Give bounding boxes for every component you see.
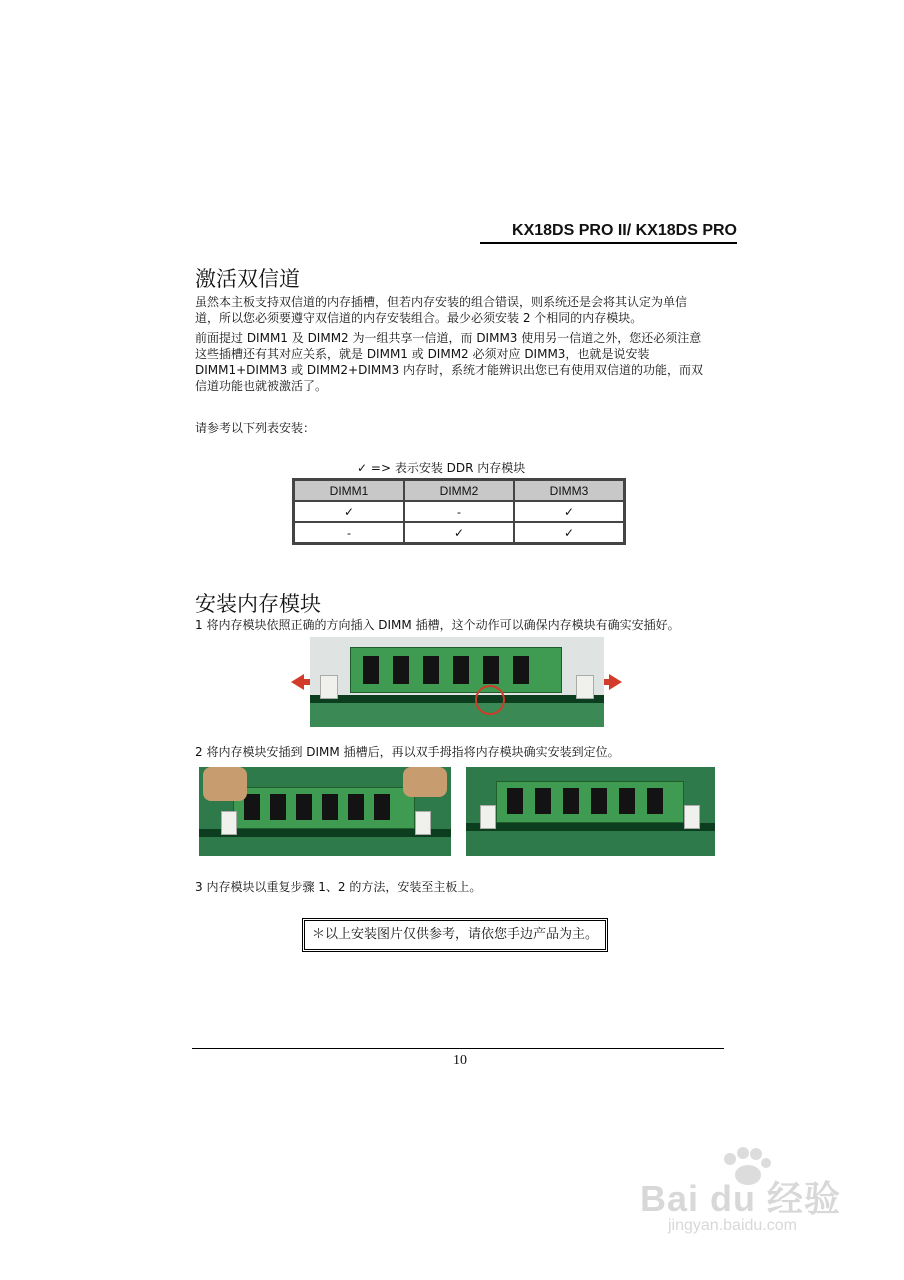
watermark-brand: Bai du 经验: [640, 1178, 842, 1219]
table-row: [294, 501, 624, 522]
checkmark-icon: ✓: [357, 461, 368, 475]
paragraph-line: 这些插槽还有其对应关系，就是 DIMM1 或 DIMM2 必须对应 DIMM3，也就是说安装: [195, 347, 650, 361]
table-header-dimm2: DIMM2: [404, 480, 514, 501]
page-number: 10: [453, 1053, 467, 1068]
slot-latch-right: [684, 805, 700, 829]
section-heading-install-memory: 安装内存模块: [195, 592, 321, 616]
paragraph-line: DIMM1+DIMM3 或 DIMM2+DIMM3 内存时，系统才能辨识出您已有使用双信道的功能，而双: [195, 363, 704, 377]
step-3-text: 3 内存模块以重复步骤 1、2 的方法，安装至主板上。: [195, 880, 482, 894]
notch-highlight-circle-icon: [310, 637, 604, 727]
memory-insert-photo: [310, 637, 604, 727]
watermark-url: jingyan.baidu.com: [668, 1217, 797, 1234]
step-1-photo-area: [288, 637, 626, 727]
note-box: ＊以上安装图片仅供参考，请依您手边产品为主。: [302, 918, 608, 952]
paragraph-line: 虽然本主板支持双信道的内存插槽，但若内存安装的组合错误，则系统还是会将其认定为单信: [195, 295, 688, 309]
table-cell: ✓: [514, 522, 624, 543]
step-1-text: 1 将内存模块依照正确的方向插入 DIMM 插槽，这个动作可以确保内存模块有确实安插好。: [195, 618, 680, 632]
table-row: [294, 522, 624, 543]
paragraph-dimm-pairing: [195, 330, 738, 394]
table-cell: ✓: [294, 501, 404, 522]
thumb-left: [203, 767, 247, 801]
table-header-dimm1: DIMM1: [294, 480, 404, 501]
dimm-slot: [466, 823, 715, 831]
slot-latch-right: [415, 811, 431, 835]
legend-text: => 表示安装 DDR 内存模块: [370, 461, 526, 475]
slot-latch-left: [221, 811, 237, 835]
table-header-row: [294, 480, 624, 501]
memory-module: [496, 781, 684, 823]
table-header-dimm3: DIMM3: [514, 480, 624, 501]
thumb-right: [403, 767, 447, 797]
paragraph-dual-channel-intro: [195, 294, 738, 326]
section-heading-dual-channel: 激活双信道: [195, 267, 300, 291]
footer-divider: [192, 1048, 724, 1049]
memory-module: [233, 787, 415, 829]
table-cell: -: [294, 522, 404, 543]
refer-table-text: 请参考以下列表安装：: [195, 421, 316, 435]
table-cell: ✓: [404, 522, 514, 543]
paragraph-line: 道，所以您必须要遵守双信道的内存安装组合。最少必须安装 2 个相同的内存模块。: [195, 311, 643, 325]
step-2-text: 2 将内存模块安插到 DIMM 插槽后，再以双手拇指将内存模块确实安装到定位。: [195, 745, 620, 759]
baidu-watermark: [640, 1145, 870, 1245]
table-cell: ✓: [514, 501, 624, 522]
document-header-title: KX18DS PRO II/ KX18DS PRO: [480, 222, 737, 244]
table-cell: -: [404, 501, 514, 522]
dimm-installation-table: [292, 478, 626, 545]
memory-press-photo-1: [199, 767, 451, 856]
table-legend: [357, 459, 525, 476]
memory-press-photo-2: [466, 767, 715, 856]
paragraph-line: 信道功能也就被激活了。: [195, 379, 328, 393]
paragraph-line: 前面提过 DIMM1 及 DIMM2 为一组共享一信道，而 DIMM3 使用另一信道之外，您还必须注意: [195, 331, 702, 345]
slot-latch-left: [480, 805, 496, 829]
